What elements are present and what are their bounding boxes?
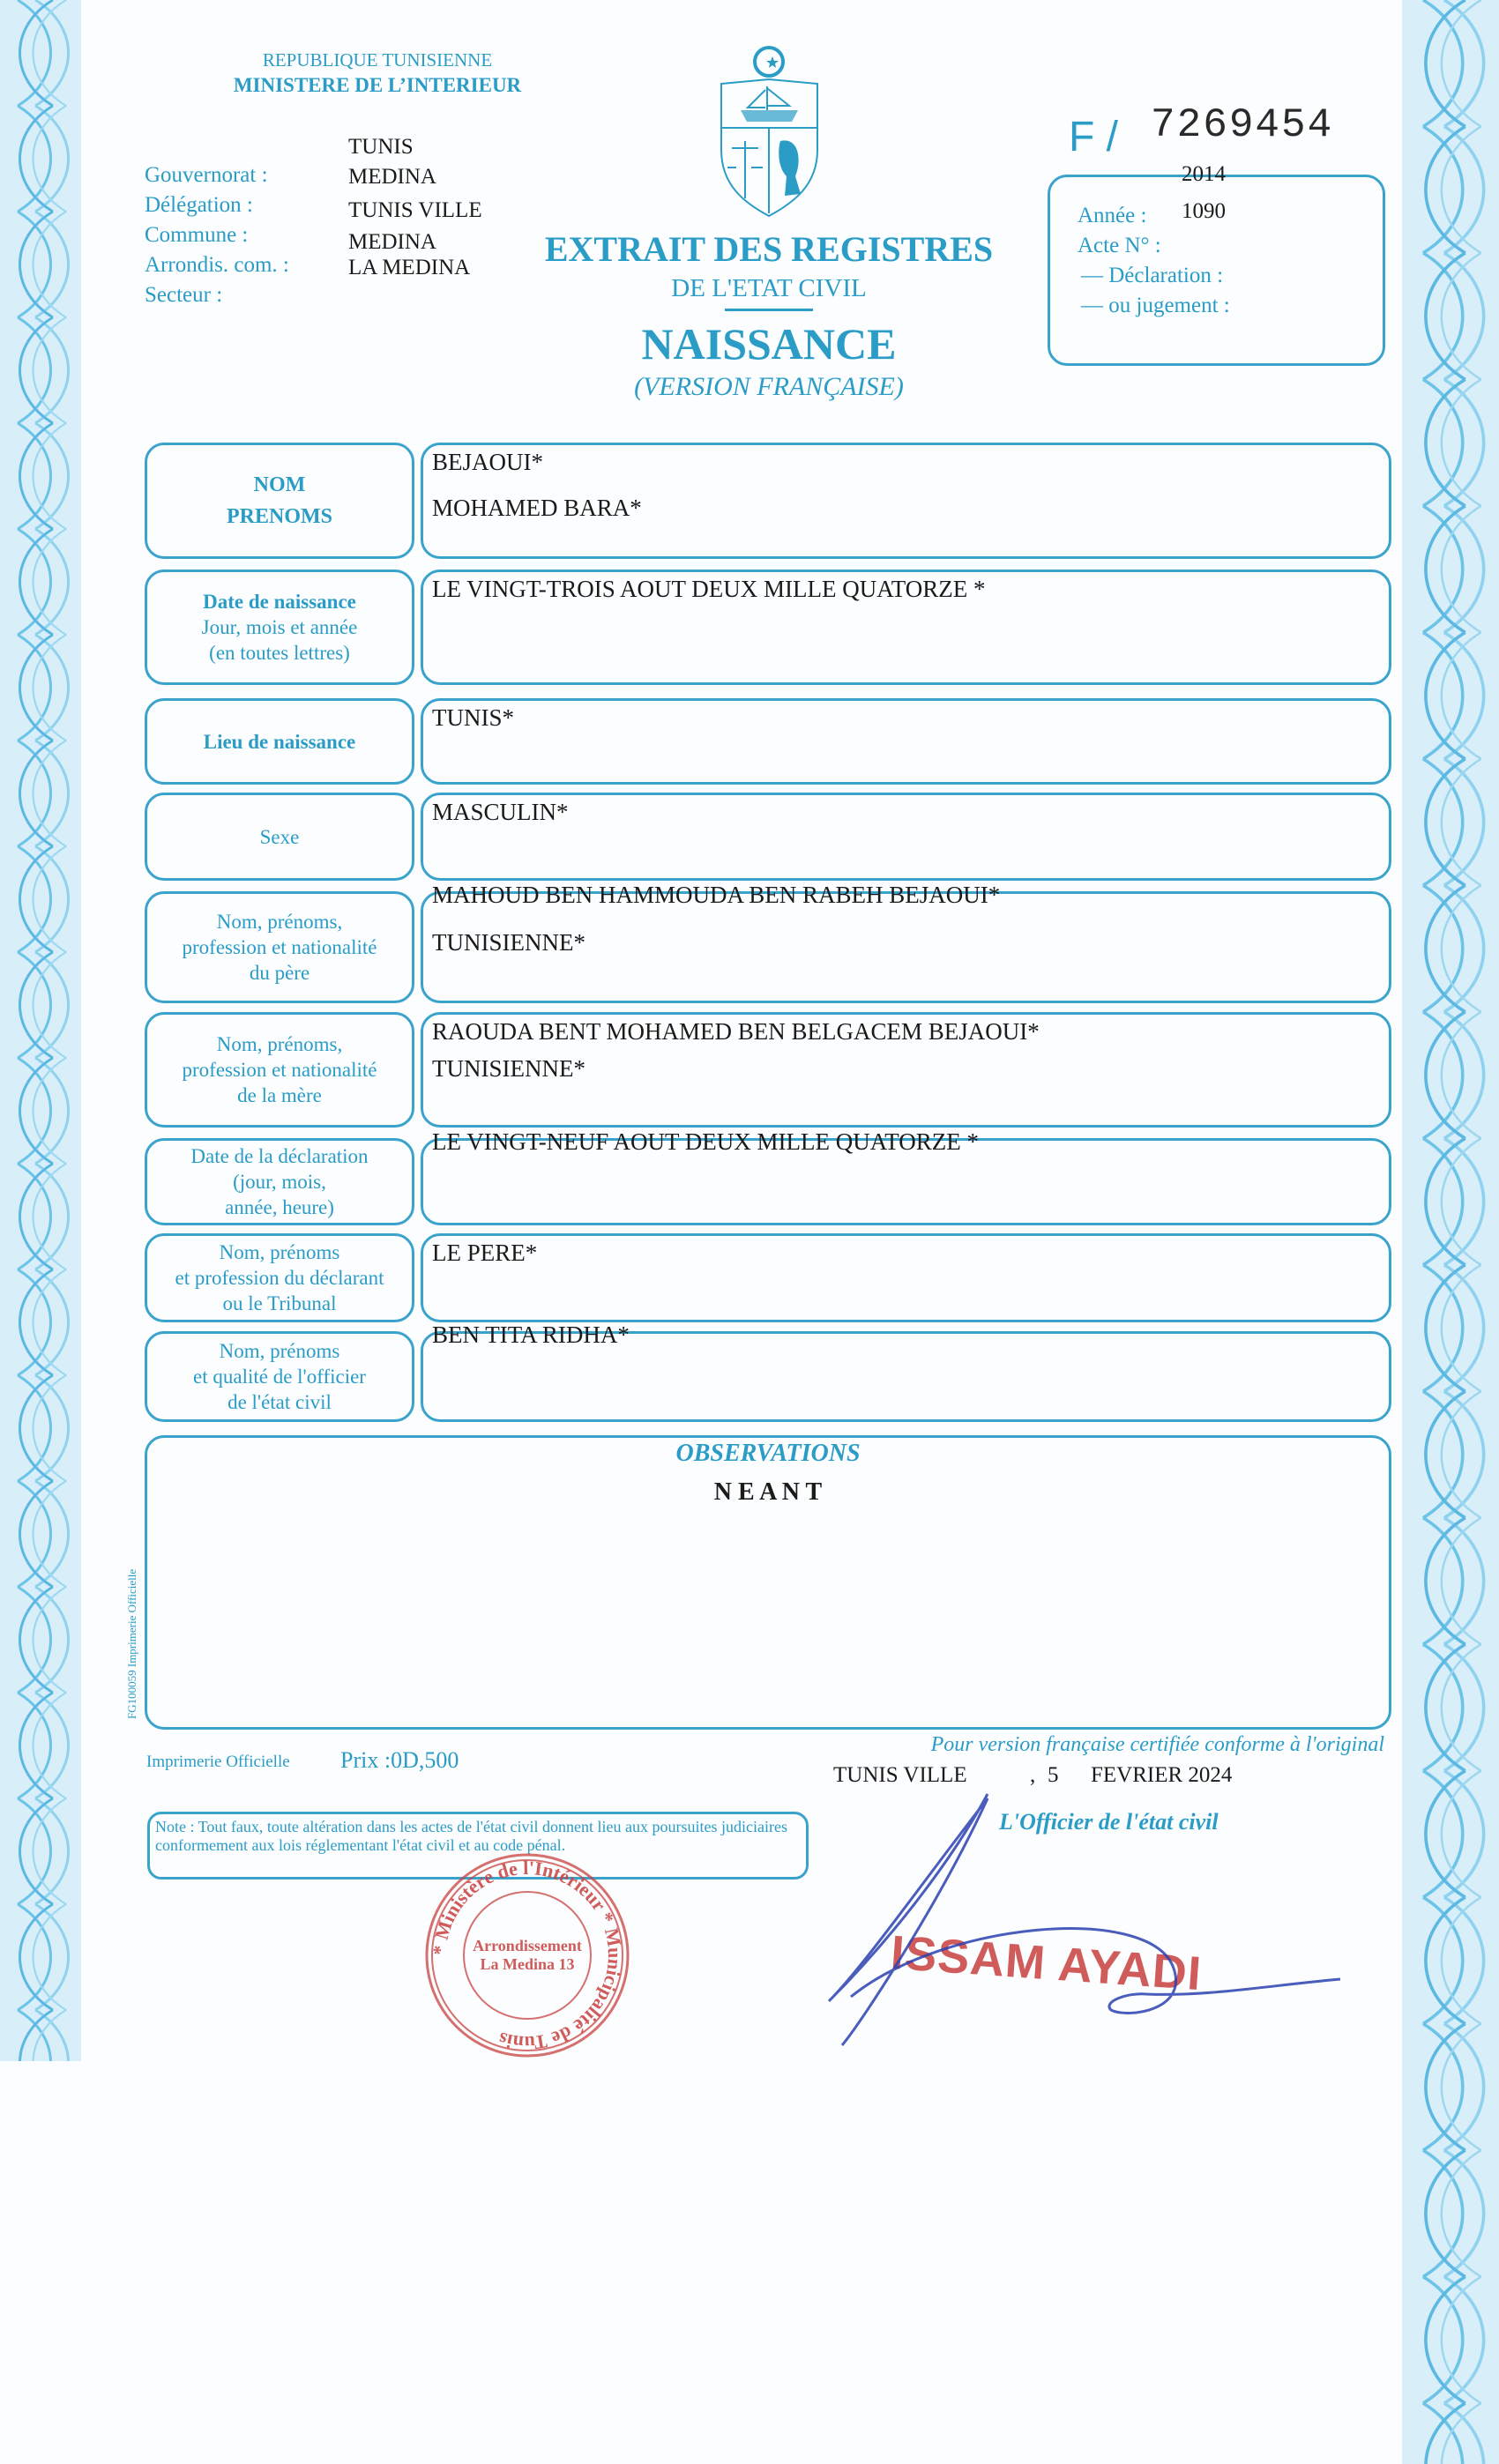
row-label-line: de l'état civil (227, 1391, 332, 1413)
row-label-line: (en toutes lettres) (209, 642, 350, 664)
printer-label: Imprimerie Officielle (146, 1753, 290, 1771)
officer-title: L'Officier de l'état civil (999, 1809, 1219, 1835)
row-label-line: année, heure) (225, 1196, 334, 1218)
label-secteur: Secteur : (145, 283, 223, 307)
document-type: NAISSANCE (641, 319, 897, 368)
issue-month-year: FEVRIER 2024 (1091, 1763, 1233, 1787)
row-label-line: profession et nationalité (182, 936, 377, 958)
print-code: FG100059 Imprimerie Officielle (125, 1568, 138, 1719)
row-label-line: Jour, mois et année (201, 616, 358, 638)
acte-number-value: 1090 (1182, 199, 1226, 223)
row-label-cell (145, 1233, 414, 1322)
row-value-cell (421, 1012, 1391, 1128)
officer-name-stamp: ISSAM AYADI (889, 1925, 1204, 2001)
acte-labels (1078, 201, 1230, 321)
date-separator: , (1030, 1763, 1036, 1787)
stamp-ring-text: * Ministère de l'Intérieur * Municipalité de Tunis (428, 1856, 627, 2055)
row-label-cell (145, 569, 414, 685)
row-label-line: Nom, prénoms, (216, 911, 343, 933)
row-value-line: LE VINGT-TROIS AOUT DEUX MILLE QUATORZE * (432, 576, 986, 602)
row-label-line: de la mère (237, 1084, 322, 1106)
row-value-line: RAOUDA BENT MOHAMED BEN BELGACEM BEJAOUI* (432, 1018, 1040, 1045)
republic-heading: REPUBLIQUE TUNISIENNE (262, 49, 493, 71)
jugement-label: — ou jugement : (1081, 294, 1230, 317)
row-value-cell (421, 793, 1391, 881)
row-label-line: Date de naissance (203, 591, 356, 613)
row-label-cell (145, 1331, 414, 1422)
price-label: Prix :0D,500 (340, 1747, 459, 1773)
row-label-line: Lieu de naissance (203, 730, 356, 753)
row-label-line: Sexe (259, 825, 300, 848)
row-label-line: profession et nationalité (182, 1059, 377, 1081)
row-value-cell (421, 1128, 1391, 1225)
location-labels (145, 160, 289, 310)
row-label-line: Nom, prénoms (219, 1241, 340, 1263)
row-value-cell (421, 443, 1391, 559)
row-label-line: Nom, prénoms (219, 1340, 340, 1362)
annee-label: Année : (1078, 204, 1147, 227)
value-commune: TUNIS VILLE (348, 198, 482, 222)
row-label-line: Date de la déclaration (190, 1145, 369, 1167)
certification-text: Pour version française certifiée conforme à l'original (930, 1733, 1384, 1756)
row-value-cell (421, 1321, 1391, 1422)
label-gouvernorat: Gouvernorat : (145, 163, 268, 187)
row-value-cell (421, 882, 1391, 1003)
observations-value: N E A N T (713, 1478, 823, 1506)
guilloche-border-left (0, 0, 81, 2061)
document-version: (VERSION FRANÇAISE) (634, 372, 904, 401)
row-value-line: LE VINGT-NEUF AOUT DEUX MILLE QUATORZE * (432, 1128, 979, 1155)
value-arrondissement: MEDINA (348, 230, 436, 254)
row-label-line: Nom, prénoms, (216, 1033, 343, 1055)
acte-label: Acte N° : (1078, 234, 1161, 257)
row-value-cell (421, 698, 1391, 785)
stamp-center-text: Arrondissement La Medina 13 (473, 1937, 582, 1973)
document-title: EXTRAIT DES REGISTRES (544, 229, 994, 269)
row-value-line: BEJAOUI* (432, 449, 543, 475)
value-gouvernorat: TUNIS (348, 135, 414, 159)
row-value-line: TUNISIENNE* (432, 1055, 585, 1082)
serial-number: 7269454 (1151, 102, 1334, 148)
row-label-cell (145, 793, 414, 881)
label-commune: Commune : (145, 223, 249, 247)
document-subtitle: DE L'ETAT CIVIL (671, 274, 867, 302)
row-value-cell (421, 1233, 1391, 1322)
coat-of-arms-emblem (714, 44, 824, 219)
row-label-line: et qualité de l'officier (193, 1366, 366, 1388)
value-secteur: LA MEDINA (348, 256, 471, 279)
location-values (348, 132, 482, 280)
value-delegation: MEDINA (348, 165, 436, 189)
handwritten-signature (811, 1790, 1358, 2054)
row-label-line: NOM (253, 473, 306, 496)
row-label-line: et profession du déclarant (175, 1267, 384, 1289)
row-value-line: BEN TITA RIDHA* (432, 1321, 630, 1348)
row-value-line: MOHAMED BARA* (432, 495, 642, 521)
guilloche-border-right (1402, 0, 1499, 2464)
row-label-cell (145, 443, 414, 559)
ministry-heading: MINISTERE DE L’INTERIEUR (233, 74, 522, 96)
row-label-line: PRENOMS (227, 505, 332, 528)
row-value-cell (421, 569, 1391, 685)
row-label-line: ou le Tribunal (222, 1292, 337, 1314)
row-value-line: MAHOUD BEN HAMMOUDA BEN RABEH BEJAOUI* (432, 882, 1001, 908)
row-value-line: TUNIS* (432, 704, 514, 731)
row-value-line: TUNISIENNE* (432, 929, 585, 956)
issue-place: TUNIS VILLE (833, 1763, 967, 1787)
label-delegation: Délégation : (145, 193, 253, 217)
row-label-cell (145, 698, 414, 785)
issue-day: 5 (1048, 1763, 1059, 1787)
declaration-label: — Déclaration : (1081, 264, 1224, 287)
row-label-line: (jour, mois, (233, 1171, 326, 1193)
row-label-cell (145, 1138, 414, 1225)
official-stamp (423, 1851, 631, 2059)
row-value-line: MASCULIN* (432, 799, 569, 825)
row-value-line: LE PERE* (432, 1239, 538, 1266)
row-label-cell (145, 1012, 414, 1128)
acte-year-value: 2014 (1182, 162, 1226, 186)
title-divider (725, 309, 813, 311)
row-label-line: du père (249, 962, 310, 984)
row-label-cell (145, 891, 414, 1003)
observations-label: OBSERVATIONS (675, 1440, 861, 1467)
serial-prefix: F / (1069, 114, 1118, 160)
label-arrondissement: Arrondis. com. : (145, 253, 289, 277)
legal-note: Note : Tout faux, toute altération dans les actes de l'état civil donnent lieu aux poursuites judiciaires conformement aux lois réglementant l'état civil et au code pénal. (147, 1812, 809, 1880)
